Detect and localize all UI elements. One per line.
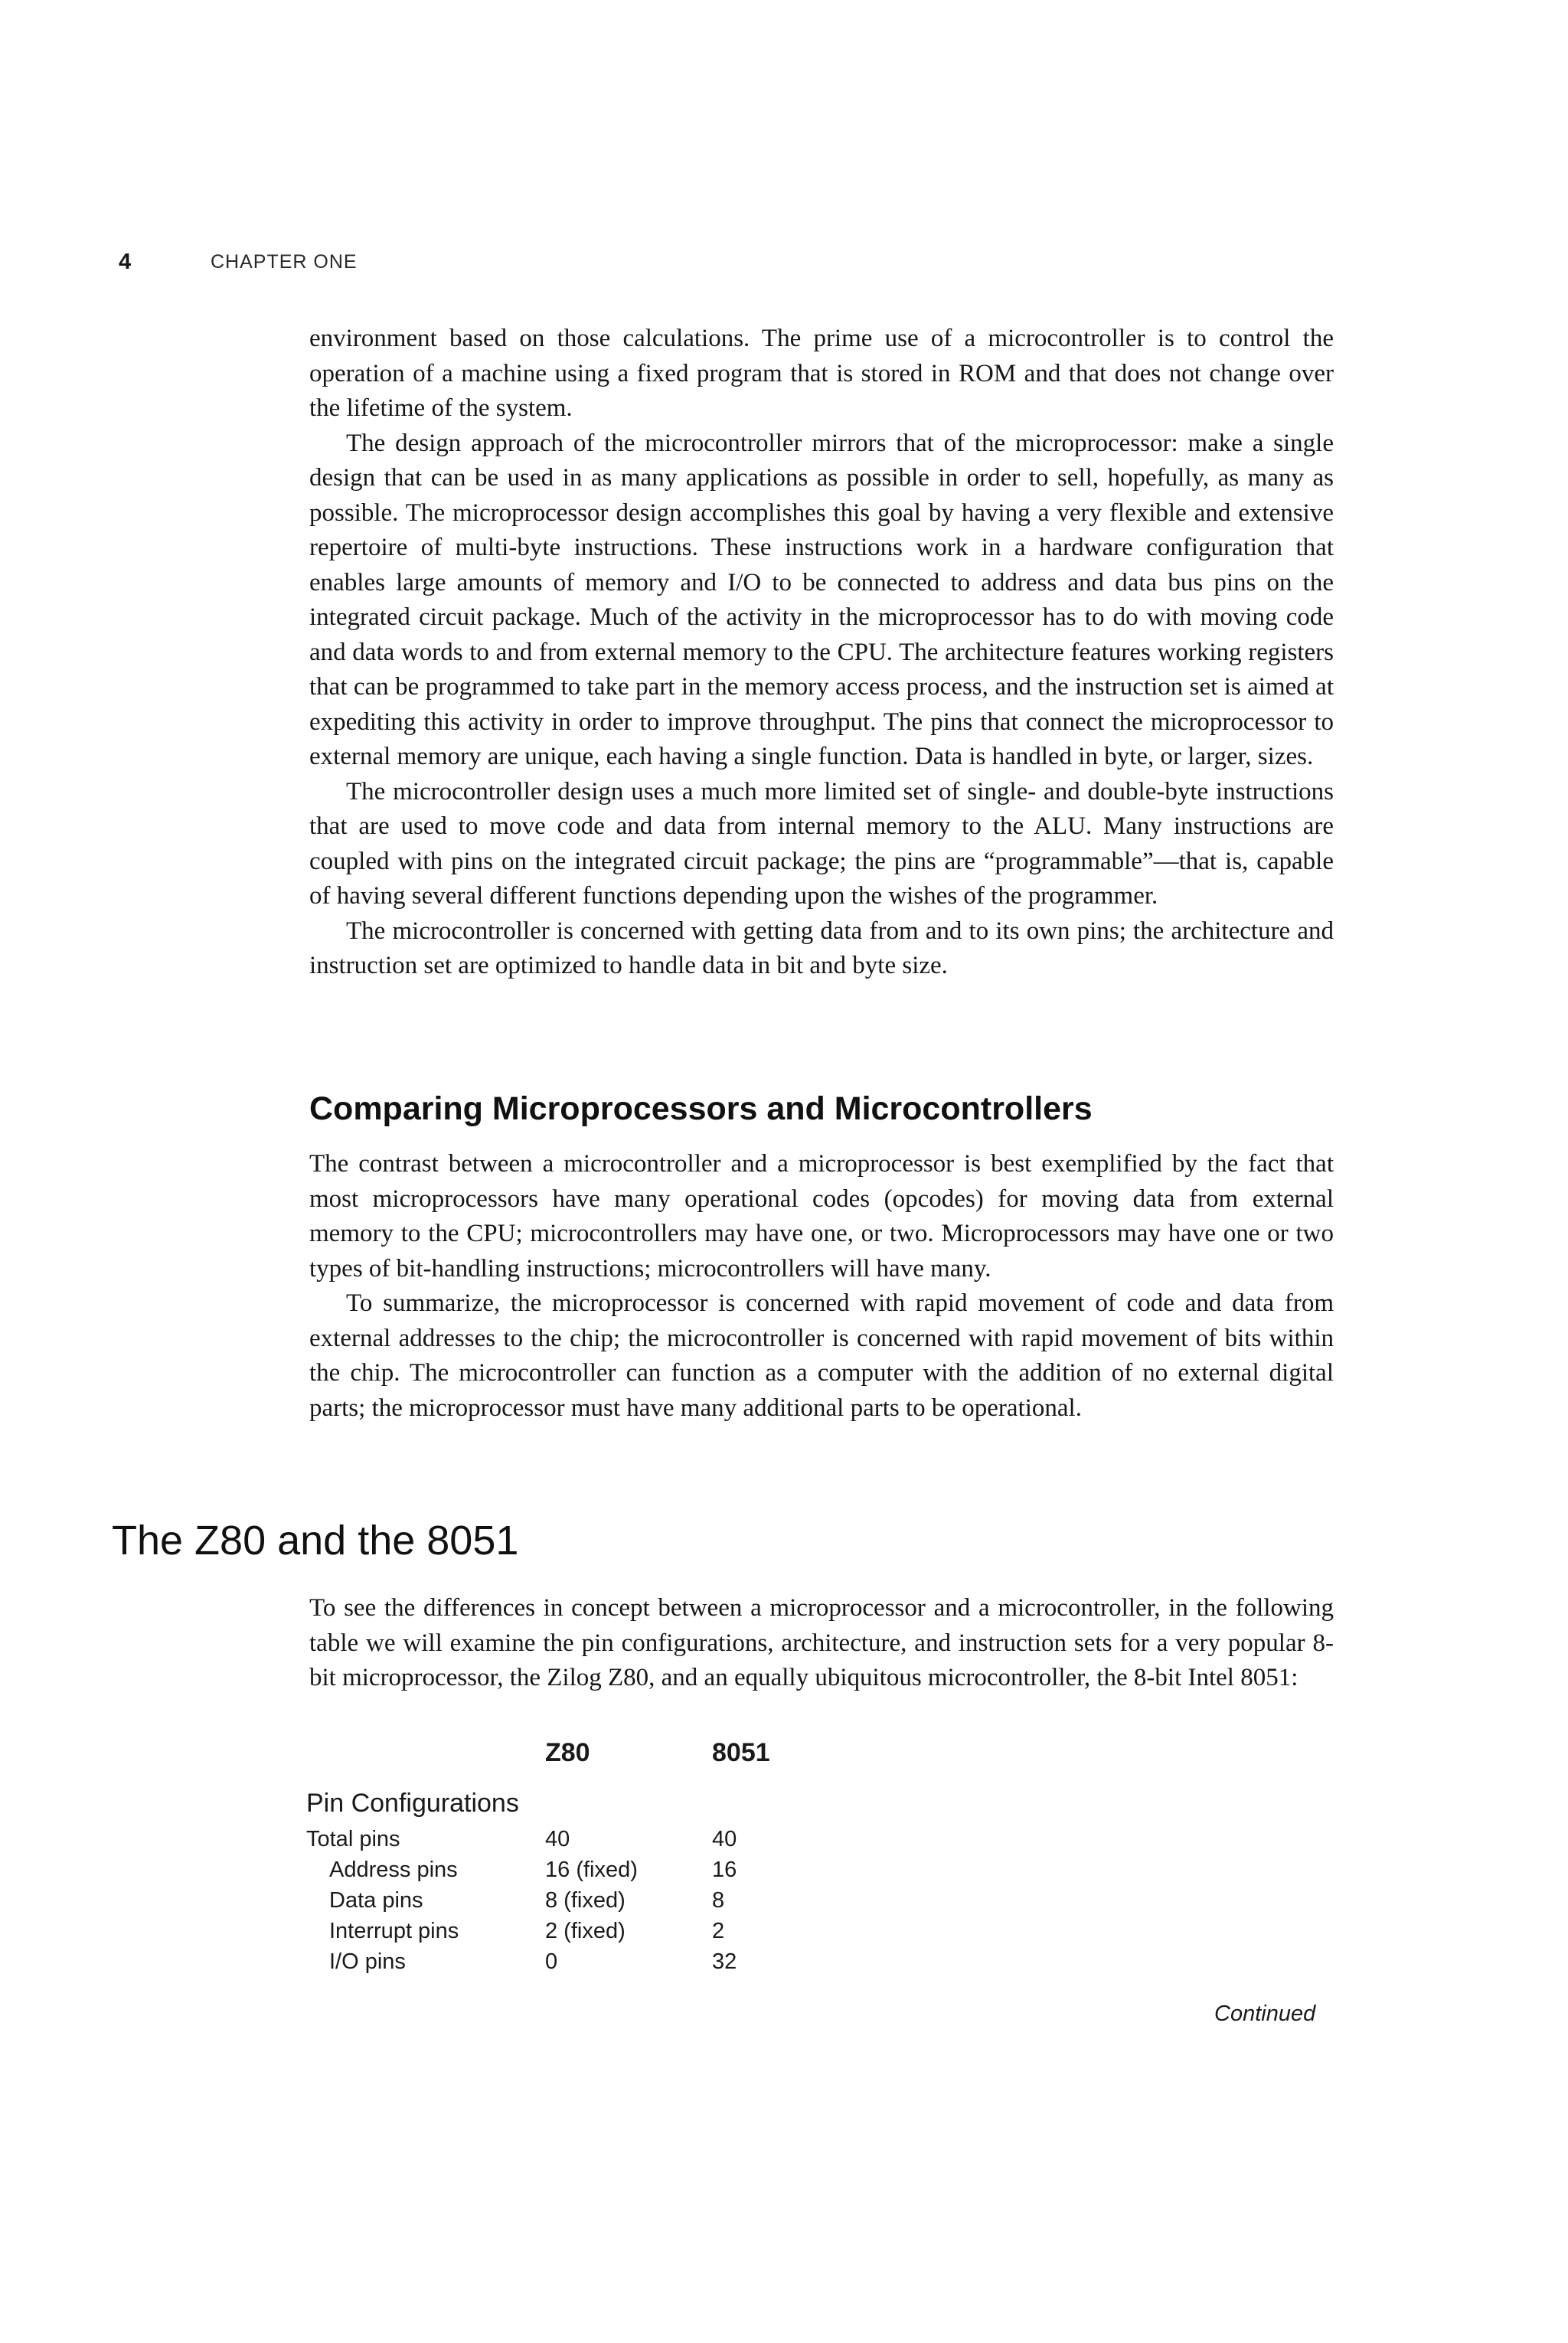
table-continued-note: Continued	[1214, 2002, 1316, 2026]
column-header-8051: 8051	[712, 1738, 770, 1767]
table-row	[306, 1888, 842, 1919]
body-paragraph: To see the differences in concept between a microprocessor and a microcontroller, in the following table we will examine the pin configurations, architecture, and instruction sets for a very popular 8-bit microprocessor, the Zilog Z80, and an equally ubiquitous microcontroller, the 8-bit Intel 8051:	[309, 1594, 1334, 1691]
table-row	[306, 1949, 842, 1980]
8051-value: 16	[712, 1858, 737, 1882]
page-number: 4	[119, 249, 132, 274]
row-label: Data pins	[329, 1888, 423, 1913]
z80-value: 0	[545, 1949, 558, 1974]
body-paragraph: The microcontroller is concerned with getting data from and to its own pins; the architecture and instruction set are optimized to handle data in bit and byte size.	[309, 917, 1334, 979]
z80-value: 40	[545, 1827, 570, 1851]
comparing-heading: Comparing Microprocessors and Microcontrollers	[309, 1090, 1093, 1127]
8051-value: 2	[712, 1919, 725, 1943]
body-paragraph: The design approach of the microcontroller mirrors that of the microprocessor: make a single design that can be used in as many applications as possible in order to sell, hopefully, as many as possible. The microprocessor design accomplishes this goal by having a very flexible and extensive repertoire of multi-byte instructions. These instructions work in a hardware configuration that enables large amounts of memory and I/O to be connected to address and data bus pins on the integrated circuit package. Much of the activity in the microprocessor has to do with moving code and data words to and from external memory to the CPU. The architecture features working registers that can be programmed to take part in the memory access process, and the instruction set is aimed at expediting this activity in order to improve throughput. The pins that connect the microprocessor to external memory are unique, each having a single function. Data is handled in byte, or larger, sizes.	[309, 429, 1334, 770]
z80-value: 16 (fixed)	[545, 1858, 638, 1882]
row-label: Address pins	[329, 1858, 458, 1882]
8051-value: 40	[712, 1827, 737, 1851]
8051-value: 32	[712, 1949, 737, 1974]
chapter-running-head: CHAPTER ONE	[211, 250, 358, 273]
body-paragraph: To summarize, the microprocessor is concerned with rapid movement of code and data from external addresses to the chip; the microcontroller is concerned with rapid movement of bits within the chip. The microcontroller can function as a computer with the addition of no external digital parts; the microprocessor must have many additional parts to be operational.	[309, 1289, 1334, 1422]
intro-text-block	[309, 322, 1334, 984]
row-label: Interrupt pins	[329, 1919, 459, 1943]
table-row	[306, 1919, 842, 1949]
8051-value: 8	[712, 1888, 725, 1913]
z80-value: 8 (fixed)	[545, 1888, 626, 1913]
running-header	[119, 247, 358, 277]
comparing-text-block	[309, 1147, 1334, 1426]
table-group-title: Pin Configurations	[306, 1789, 519, 1818]
body-paragraph: environment based on those calculations. The prime use of a microcontroller is to control the operation of a machine using a fixed program that is stored in ROM and that does not change over the lifetime of the system.	[309, 325, 1334, 422]
table-row	[306, 1858, 842, 1888]
z80-8051-text-block	[309, 1591, 1334, 1696]
table-row	[306, 1827, 842, 1858]
column-header-z80: Z80	[545, 1738, 590, 1767]
body-paragraph: The contrast between a microcontroller and a microprocessor is best exemplified by the fact that most microprocessors have many operational codes (opcodes) for moving data from external memory to the CPU; microcontrollers may have one, or two. Microprocessors may have one or two types of bit-handling instructions; microcontrollers will have many.	[309, 1150, 1334, 1283]
row-label: I/O pins	[329, 1949, 406, 1974]
row-label: Total pins	[306, 1827, 400, 1851]
z80-value: 2 (fixed)	[545, 1919, 626, 1943]
z80-8051-section-heading: The Z80 and the 8051	[112, 1518, 519, 1564]
table-column-headers	[306, 1738, 842, 1776]
body-paragraph: The microcontroller design uses a much more limited set of single- and double-byte instructions that are used to move code and data from internal memory to the ALU. Many instructions are coupled with pins on the integrated circuit package; the pins are “programmable”—that is, capable of having several different functions depending upon the wishes of the programmer.	[309, 777, 1334, 910]
